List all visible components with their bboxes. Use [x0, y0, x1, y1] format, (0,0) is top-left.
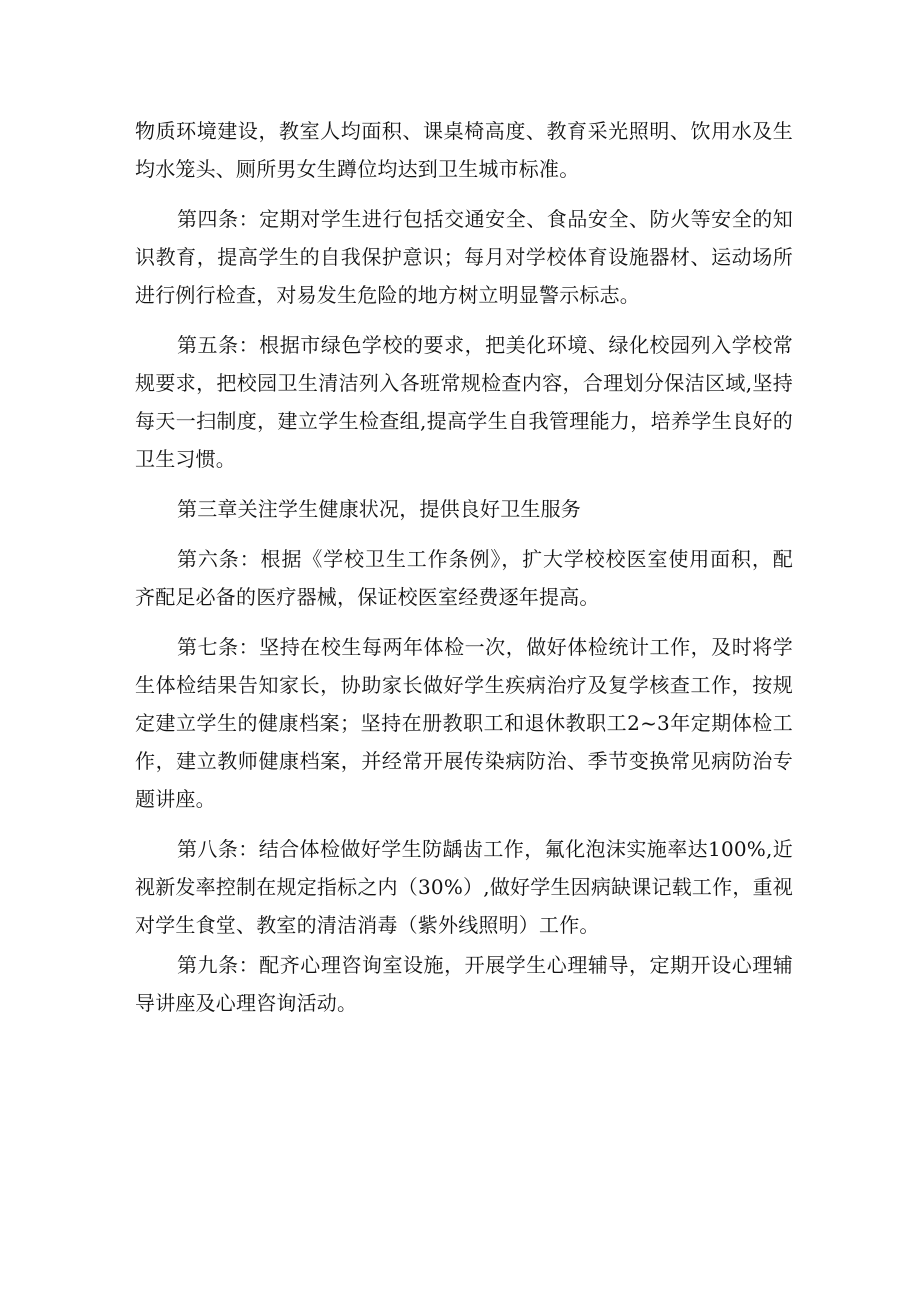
chapter-3-heading: 第三章关注学生健康状况，提供良好卫生服务 — [177, 497, 581, 521]
article-5: 第五条：根据市绿色学校的要求，把美化环境、绿化校园列入学校常规要求，把校园卫生清洁列入各班常规检查内容，合理划分保洁区域,坚持每天一扫制度，建立学生检查组,提高学生自我管理能力，培养学生良好的卫生习惯。 — [135, 333, 793, 471]
document-page — [135, 112, 793, 1022]
article-9: 第九条：配齐心理咨询室设施，开展学生心理辅导，定期开设心理辅导讲座及心理咨询活动。 — [135, 953, 793, 1015]
article-8: 第八条：结合体检做好学生防龋齿工作，氟化泡沫实施率达100%,近视新发率控制在规定指标之内（30%）,做好学生因病缺课记载工作，重视对学生食堂、教室的清洁消毒（紫外线照明）工作。 — [135, 837, 793, 937]
article-6: 第六条：根据《学校卫生工作条例》，扩大学校校医室使用面积，配齐配足必备的医疗器械，保证校医室经费逐年提高。 — [135, 547, 793, 609]
article-7: 第七条：坚持在校生每两年体检一次，做好体检统计工作，及时将学生体检结果告知家长，协助家长做好学生疾病治疗及复学核查工作，按规定建立学生的健康档案；坚持在册教职工和退休教职工2~3年定期体检工作，建立教师健康档案，并经常开展传染病防治、季节变换常见病防治专题讲座。 — [135, 635, 793, 811]
paragraph-continuation: 物质环境建设，教室人均面积、课桌椅高度、教育采光照明、饮用水及生均水笼头、厕所男女生蹲位均达到卫生城市标准。 — [135, 119, 793, 181]
article-4: 第四条：定期对学生进行包括交通安全、食品安全、防火等安全的知识教育，提高学生的自我保护意识；每月对学校体育设施器材、运动场所进行例行检查，对易发生危险的地方树立明显警示标志。 — [135, 207, 793, 307]
